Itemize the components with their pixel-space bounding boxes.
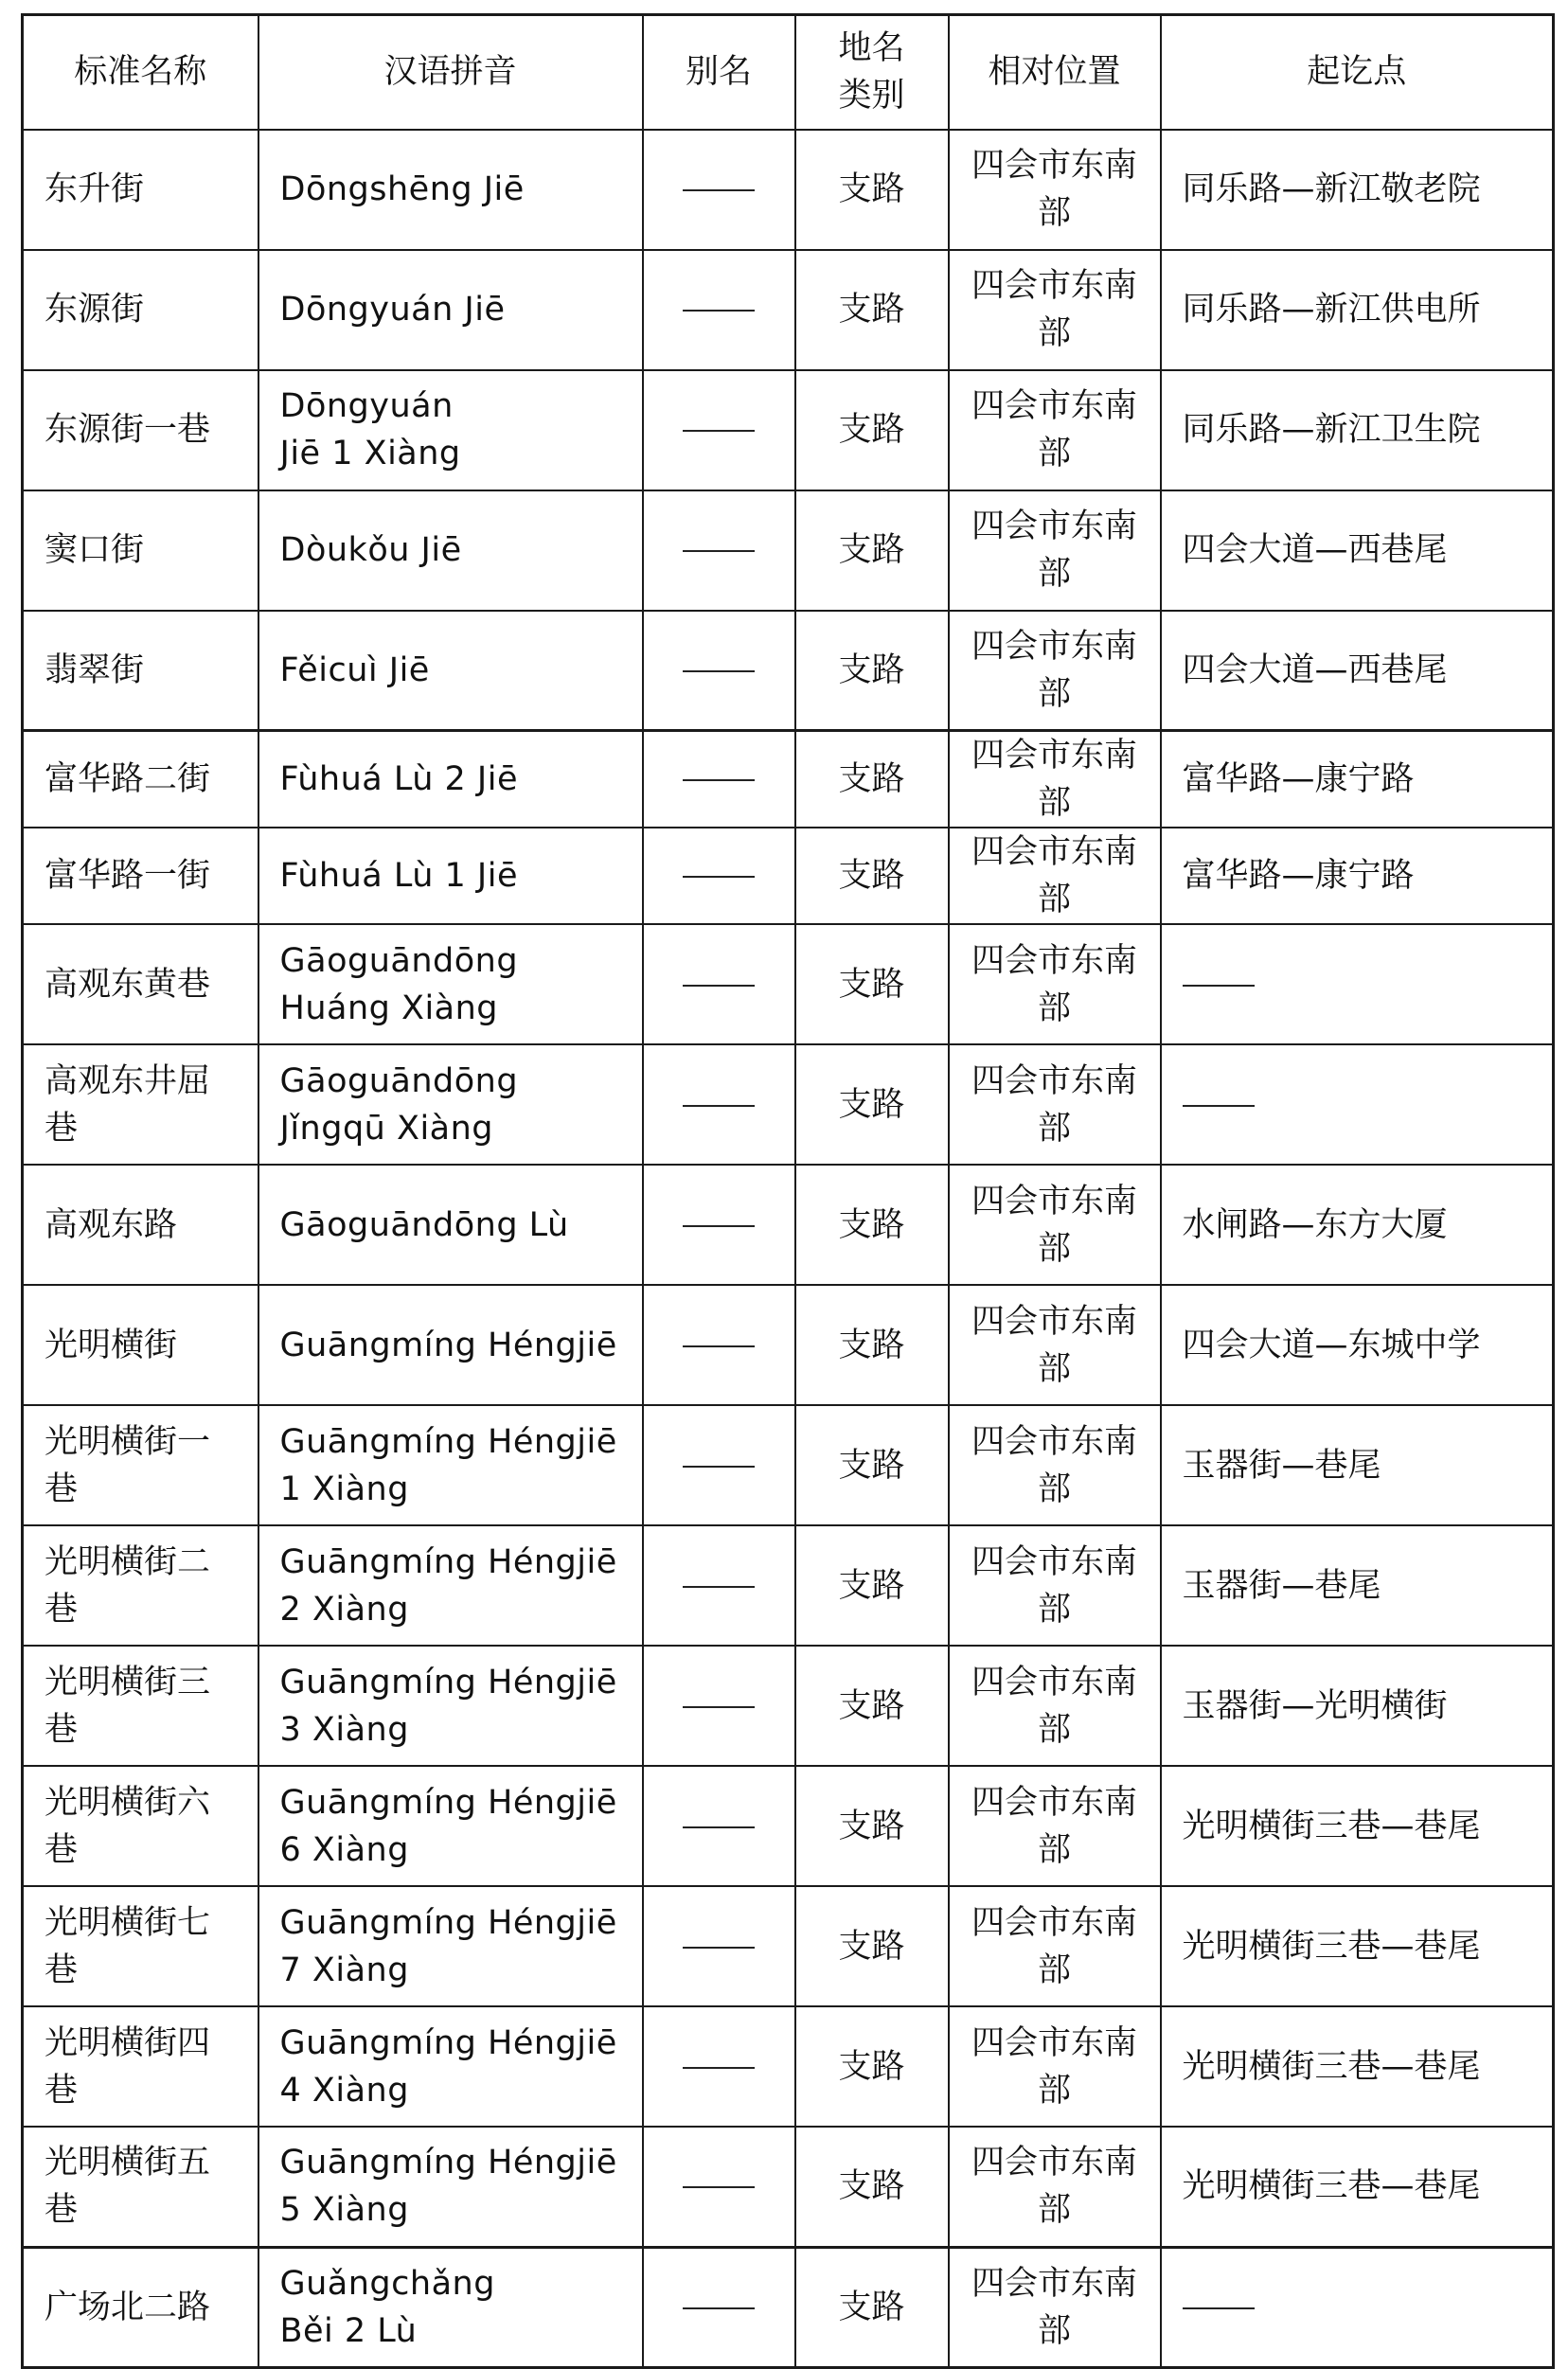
place-type-cell: 支路 — [795, 1405, 949, 1525]
start-end-points-cell: 光明横街三巷—巷尾 — [1161, 1766, 1554, 1886]
empty-value-dash — [683, 1947, 755, 1949]
relative-location-cell: 四会市东南部 — [949, 828, 1161, 924]
table-row — [23, 924, 1554, 1044]
place-type-cell: 支路 — [795, 250, 949, 370]
alias-cell — [643, 1766, 795, 1886]
empty-value-dash — [683, 2067, 755, 2069]
start-end-points-cell: 光明横街三巷—巷尾 — [1161, 2127, 1554, 2247]
table-row — [23, 130, 1554, 250]
alias-cell — [643, 731, 795, 828]
table-row — [23, 1285, 1554, 1405]
alias-cell — [643, 370, 795, 490]
empty-value-dash — [683, 876, 755, 878]
relative-location-cell: 四会市东南部 — [949, 1646, 1161, 1766]
place-type-cell: 支路 — [795, 130, 949, 250]
pinyin-cell: Guāngmíng Héngjiē 5 Xiàng — [258, 2127, 643, 2247]
pinyin-cell: Guāngmíng Héngjiē 2 Xiàng — [258, 1525, 643, 1646]
empty-value-dash — [683, 2307, 755, 2309]
table-row — [23, 611, 1554, 731]
relative-location-cell: 四会市东南部 — [949, 250, 1161, 370]
standard-name-cell: 翡翠街 — [23, 611, 258, 731]
standard-name-cell: 高观东黄巷 — [23, 924, 258, 1044]
table-row — [23, 370, 1554, 490]
start-end-points-cell: 玉器街—光明横街 — [1161, 1646, 1554, 1766]
standard-name-cell: 光明横街七巷 — [23, 1886, 258, 2006]
pinyin-cell: Gāoguāndōng Lù — [258, 1165, 643, 1285]
table-row — [23, 1646, 1554, 1766]
header-alias: 别名 — [643, 15, 795, 130]
table-row — [23, 1886, 1554, 2006]
relative-location-cell: 四会市东南部 — [949, 370, 1161, 490]
alias-cell — [643, 2247, 795, 2367]
pinyin-cell: Dòukǒu Jiē — [258, 490, 643, 611]
start-end-points-cell: 四会大道—东城中学 — [1161, 1285, 1554, 1405]
pinyin-cell: Guǎngchǎng Běi 2 Lù — [258, 2247, 643, 2367]
relative-location-cell: 四会市东南部 — [949, 2006, 1161, 2127]
place-type-cell: 支路 — [795, 1766, 949, 1886]
table-row — [23, 828, 1554, 924]
standard-name-cell: 窦口街 — [23, 490, 258, 611]
table-row — [23, 2127, 1554, 2247]
standard-name-cell: 高观东井屈巷 — [23, 1044, 258, 1165]
alias-cell — [643, 250, 795, 370]
start-end-points-cell — [1161, 2247, 1554, 2367]
start-end-points-cell: 同乐路—新江敬老院 — [1161, 130, 1554, 250]
header-relative-location: 相对位置 — [949, 15, 1161, 130]
place-type-cell: 支路 — [795, 2127, 949, 2247]
standard-name-cell: 光明横街 — [23, 1285, 258, 1405]
empty-value-dash — [683, 1345, 755, 1347]
place-type-cell: 支路 — [795, 1646, 949, 1766]
pinyin-cell: Fùhuá Lù 2 Jiē — [258, 731, 643, 828]
empty-value-dash — [683, 1826, 755, 1828]
relative-location-cell: 四会市东南部 — [949, 1886, 1161, 2006]
empty-value-dash — [683, 550, 755, 552]
pinyin-cell: Dōngshēng Jiē — [258, 130, 643, 250]
header-pinyin: 汉语拼音 — [258, 15, 643, 130]
table-row — [23, 1525, 1554, 1646]
pinyin-cell: Dōngyuán Jiē — [258, 250, 643, 370]
empty-value-dash — [683, 670, 755, 672]
standard-name-cell: 高观东路 — [23, 1165, 258, 1285]
place-type-cell: 支路 — [795, 924, 949, 1044]
standard-name-cell: 光明横街二巷 — [23, 1525, 258, 1646]
start-end-points-cell: 富华路—康宁路 — [1161, 828, 1554, 924]
start-end-points-cell: 同乐路—新江卫生院 — [1161, 370, 1554, 490]
place-type-cell: 支路 — [795, 828, 949, 924]
relative-location-cell: 四会市东南部 — [949, 1766, 1161, 1886]
empty-value-dash — [683, 1706, 755, 1708]
table-row — [23, 1044, 1554, 1165]
relative-location-cell: 四会市东南部 — [949, 1285, 1161, 1405]
table-row — [23, 1405, 1554, 1525]
alias-cell — [643, 490, 795, 611]
relative-location-cell: 四会市东南部 — [949, 731, 1161, 828]
start-end-points-cell: 四会大道—西巷尾 — [1161, 611, 1554, 731]
pinyin-cell: Gāoguāndōng Huáng Xiàng — [258, 924, 643, 1044]
empty-value-dash — [683, 1105, 755, 1107]
pinyin-cell: Dōngyuán Jiē 1 Xiàng — [258, 370, 643, 490]
alias-cell — [643, 1886, 795, 2006]
pinyin-cell: Gāoguāndōng Jǐngqū Xiàng — [258, 1044, 643, 1165]
alias-cell — [643, 1285, 795, 1405]
place-type-cell: 支路 — [795, 731, 949, 828]
table-row — [23, 2247, 1554, 2367]
empty-value-dash — [1183, 985, 1255, 987]
place-type-cell: 支路 — [795, 1525, 949, 1646]
standard-name-cell: 富华路二街 — [23, 731, 258, 828]
place-type-cell: 支路 — [795, 490, 949, 611]
start-end-points-cell: 四会大道—西巷尾 — [1161, 490, 1554, 611]
start-end-points-cell — [1161, 1044, 1554, 1165]
empty-value-dash — [1183, 2307, 1255, 2309]
empty-value-dash — [683, 189, 755, 191]
table-row — [23, 1165, 1554, 1285]
place-type-cell: 支路 — [795, 1165, 949, 1285]
alias-cell — [643, 924, 795, 1044]
start-end-points-cell: 玉器街—巷尾 — [1161, 1405, 1554, 1525]
header-start-end-points: 起讫点 — [1161, 15, 1554, 130]
standard-name-cell: 光明横街一巷 — [23, 1405, 258, 1525]
relative-location-cell: 四会市东南部 — [949, 1405, 1161, 1525]
relative-location-cell: 四会市东南部 — [949, 130, 1161, 250]
alias-cell — [643, 2127, 795, 2247]
start-end-points-cell: 同乐路—新江供电所 — [1161, 250, 1554, 370]
table-row — [23, 250, 1554, 370]
pinyin-cell: Guāngmíng Héngjiē 4 Xiàng — [258, 2006, 643, 2127]
header-standard-name: 标准名称 — [23, 15, 258, 130]
empty-value-dash — [683, 430, 755, 432]
relative-location-cell: 四会市东南部 — [949, 490, 1161, 611]
standard-name-cell: 光明横街三巷 — [23, 1646, 258, 1766]
standard-name-cell: 广场北二路 — [23, 2247, 258, 2367]
standard-name-cell: 东升街 — [23, 130, 258, 250]
alias-cell — [643, 1165, 795, 1285]
pinyin-cell: Fěicuì Jiē — [258, 611, 643, 731]
place-name-table — [21, 13, 1555, 2369]
empty-value-dash — [1183, 1105, 1255, 1107]
header-place-type: 地名 类别 — [795, 15, 949, 130]
pinyin-cell: Guāngmíng Héngjiē 7 Xiàng — [258, 1886, 643, 2006]
pinyin-cell: Guāngmíng Héngjiē 6 Xiàng — [258, 1766, 643, 1886]
start-end-points-cell: 玉器街—巷尾 — [1161, 1525, 1554, 1646]
place-type-cell: 支路 — [795, 1044, 949, 1165]
table-row — [23, 2006, 1554, 2127]
alias-cell — [643, 1405, 795, 1525]
empty-value-dash — [683, 985, 755, 987]
empty-value-dash — [683, 1225, 755, 1227]
standard-name-cell: 东源街 — [23, 250, 258, 370]
table-row — [23, 490, 1554, 611]
standard-name-cell: 光明横街五巷 — [23, 2127, 258, 2247]
empty-value-dash — [683, 2186, 755, 2188]
empty-value-dash — [683, 779, 755, 781]
standard-name-cell: 光明横街四巷 — [23, 2006, 258, 2127]
standard-name-cell: 东源街一巷 — [23, 370, 258, 490]
pinyin-cell: Fùhuá Lù 1 Jiē — [258, 828, 643, 924]
relative-location-cell: 四会市东南部 — [949, 2127, 1161, 2247]
relative-location-cell: 四会市东南部 — [949, 924, 1161, 1044]
relative-location-cell: 四会市东南部 — [949, 611, 1161, 731]
alias-cell — [643, 828, 795, 924]
place-type-cell: 支路 — [795, 611, 949, 731]
standard-name-cell: 富华路一街 — [23, 828, 258, 924]
start-end-points-cell: 光明横街三巷—巷尾 — [1161, 2006, 1554, 2127]
table-row — [23, 731, 1554, 828]
alias-cell — [643, 1646, 795, 1766]
table-header-row — [23, 15, 1554, 130]
table-row — [23, 1766, 1554, 1886]
standard-name-cell: 光明横街六巷 — [23, 1766, 258, 1886]
place-type-cell: 支路 — [795, 2247, 949, 2367]
place-type-cell: 支路 — [795, 1886, 949, 2006]
relative-location-cell: 四会市东南部 — [949, 2247, 1161, 2367]
alias-cell — [643, 2006, 795, 2127]
start-end-points-cell: 富华路—康宁路 — [1161, 731, 1554, 828]
start-end-points-cell — [1161, 924, 1554, 1044]
alias-cell — [643, 1525, 795, 1646]
relative-location-cell: 四会市东南部 — [949, 1165, 1161, 1285]
relative-location-cell: 四会市东南部 — [949, 1525, 1161, 1646]
place-type-cell: 支路 — [795, 370, 949, 490]
place-type-cell: 支路 — [795, 1285, 949, 1405]
pinyin-cell: Guāngmíng Héngjiē 3 Xiàng — [258, 1646, 643, 1766]
alias-cell — [643, 1044, 795, 1165]
pinyin-cell: Guāngmíng Héngjiē — [258, 1285, 643, 1405]
empty-value-dash — [683, 1586, 755, 1588]
start-end-points-cell: 光明横街三巷—巷尾 — [1161, 1886, 1554, 2006]
relative-location-cell: 四会市东南部 — [949, 1044, 1161, 1165]
alias-cell — [643, 611, 795, 731]
place-type-cell: 支路 — [795, 2006, 949, 2127]
pinyin-cell: Guāngmíng Héngjiē 1 Xiàng — [258, 1405, 643, 1525]
empty-value-dash — [683, 310, 755, 312]
start-end-points-cell: 水闸路—东方大厦 — [1161, 1165, 1554, 1285]
alias-cell — [643, 130, 795, 250]
empty-value-dash — [683, 1466, 755, 1468]
